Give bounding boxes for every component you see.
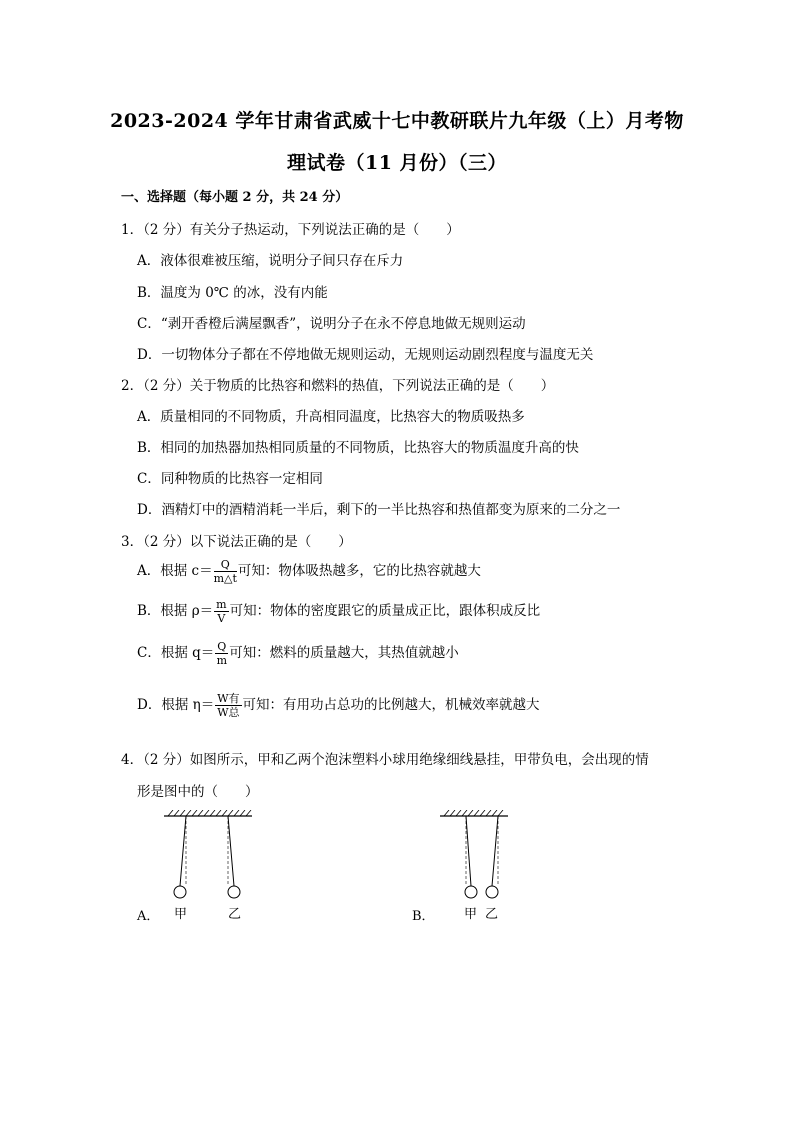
question-1-option-a[interactable]: A．液体很难被压缩，说明分子间只存在斥力 <box>137 253 404 269</box>
thread-yi <box>228 816 234 886</box>
question-2-option-a[interactable]: A．质量相同的不同物质，升高相同温度，比热容大的物质吸热多 <box>137 409 525 425</box>
fraction-denominator: m <box>216 654 227 667</box>
section-heading: 一、选择题（每小题 2 分，共 24 分） <box>121 190 349 205</box>
fraction <box>214 558 237 585</box>
fraction <box>215 692 241 719</box>
question-2-stem: 2．（2 分）关于物质的比热容和燃料的热值，下列说法正确的是（ ） <box>121 378 555 394</box>
option-a-text: 可知：物体吸热越多，它的比热容就越大 <box>237 563 481 579</box>
question-3-option-a[interactable] <box>137 558 481 585</box>
option-c-text: 可知：燃料的质量越大，其热值就越小 <box>229 645 459 661</box>
ball-jia <box>174 886 186 898</box>
fraction-denominator: V <box>217 612 226 625</box>
question-1-option-d[interactable]: D．一切物体分子都在不停地做无规则运动，无规则运动剧烈程度与温度无关 <box>137 347 594 363</box>
thread-jia <box>180 816 186 886</box>
fraction-numerator: Q <box>217 640 227 653</box>
fraction-numerator: Q <box>214 558 237 572</box>
question-1-option-c[interactable]: C．“剥开香橙后满屋飘香”，说明分子在永不停息地做无规则运动 <box>137 316 526 332</box>
option-c-prefix: C．根据 q＝ <box>137 645 215 661</box>
question-3-stem: 3．（2 分）以下说法正确的是（ ） <box>121 534 352 550</box>
ball-jia <box>465 886 477 898</box>
figure-b-diagram <box>436 810 516 900</box>
fraction <box>214 598 228 625</box>
thread-yi <box>492 816 498 886</box>
thread-jia <box>466 816 471 886</box>
ball-yi <box>486 886 498 898</box>
option-a-prefix: A．根据 c＝ <box>137 563 213 579</box>
exam-title-line1: 2023-2024 学年甘肃省武威十七中教研联片九年级（上）月考物 <box>110 110 684 132</box>
exam-title-line2: 理试卷（11 月份）（三） <box>286 152 508 174</box>
figure-b-label[interactable]: B． <box>412 909 435 924</box>
fraction-numerator: m <box>216 598 227 611</box>
option-d-prefix: D．根据 η＝ <box>137 697 215 713</box>
figure-a-ball2-label: 乙 <box>228 907 242 922</box>
ceiling-hatch <box>168 810 251 816</box>
question-4-stem-line1: 4．（2 分）如图所示，甲和乙两个泡沫塑料小球用绝缘细线悬挂，甲带负电，会出现的情 <box>121 752 649 768</box>
figure-a-ball1-label: 甲 <box>174 907 188 922</box>
question-2-option-b[interactable]: B．相同的加热器加热相同质量的不同物质，比热容大的物质温度升高的快 <box>137 440 579 456</box>
question-1-option-b[interactable]: B．温度为 0℃ 的冰，没有内能 <box>137 285 328 301</box>
ceiling-hatch <box>444 810 503 816</box>
question-3-option-d[interactable] <box>137 692 540 719</box>
option-b-prefix: B．根据 ρ＝ <box>137 603 214 619</box>
ball-yi <box>228 886 240 898</box>
fraction-denominator: W总 <box>217 706 240 719</box>
question-3-option-b[interactable] <box>137 598 540 625</box>
question-4-stem-line2: 形是图中的（ ） <box>137 784 259 800</box>
question-3-option-c[interactable] <box>137 640 459 667</box>
question-1-stem: 1．（2 分）有关分子热运动，下列说法正确的是（ ） <box>121 222 460 238</box>
fraction <box>215 640 228 667</box>
option-d-text: 可知：有用功占总功的比例越大，机械效率就越大 <box>242 697 540 713</box>
option-b-text: 可知：物体的密度跟它的质量成正比，跟体积成反比 <box>229 603 541 619</box>
question-2-option-c[interactable]: C．同种物质的比热容一定相同 <box>137 471 323 487</box>
fraction-numerator: W有 <box>217 692 240 705</box>
figure-a-diagram <box>160 810 260 900</box>
figure-b-ball2-label: 乙 <box>485 907 499 922</box>
figure-a-label[interactable]: A． <box>137 909 160 924</box>
figure-b-ball1-label: 甲 <box>464 907 478 922</box>
question-2-option-d[interactable]: D．酒精灯中的酒精消耗一半后，剩下的一半比热容和热值都变为原来的二分之一 <box>137 502 621 518</box>
fraction-denominator: m△t <box>213 572 237 585</box>
